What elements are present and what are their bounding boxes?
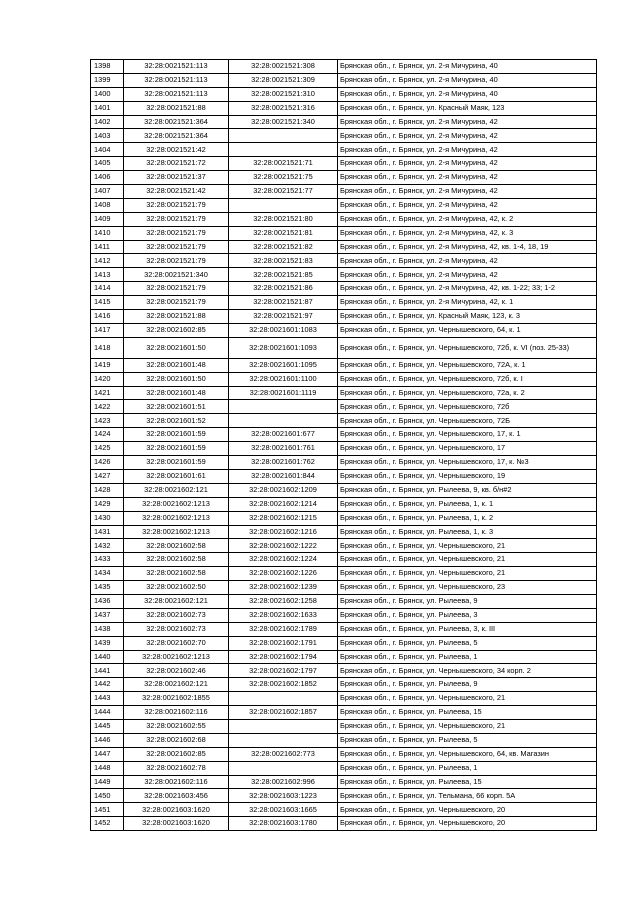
table-row [91, 254, 597, 268]
table-row [91, 101, 597, 115]
address-cell: Брянская обл., г. Брянск, ул. Чернышевского, 72Б [338, 414, 597, 428]
land-plot-cadastral-number-cell: 32:28:0021602:70 [124, 636, 229, 650]
address-cell: Брянская обл., г. Брянск, ул. 2-я Мичурина, 40 [338, 87, 597, 101]
address-cell: Брянская обл., г. Брянск, ул. Чернышевского, 72б, к. I [338, 372, 597, 386]
object-cadastral-number-cell [229, 400, 338, 414]
object-cadastral-number-cell: 32:28:0021602:1239 [229, 581, 338, 595]
table-row [91, 664, 597, 678]
land-plot-cadastral-number-cell: 32:28:0021601:51 [124, 400, 229, 414]
land-plot-cadastral-number-cell: 32:28:0021521:79 [124, 254, 229, 268]
row-number-cell: 1430 [91, 511, 124, 525]
row-number-cell: 1406 [91, 171, 124, 185]
object-cadastral-number-cell [229, 761, 338, 775]
object-cadastral-number-cell: 32:28:0021602:1224 [229, 553, 338, 567]
address-cell: Брянская обл., г. Брянск, ул. Рылеева, 1 [338, 650, 597, 664]
row-number-cell: 1413 [91, 268, 124, 282]
land-plot-cadastral-number-cell: 32:28:0021521:37 [124, 171, 229, 185]
object-cadastral-number-cell: 32:28:0021521:340 [229, 115, 338, 129]
row-number-cell: 1432 [91, 539, 124, 553]
object-cadastral-number-cell: 32:28:0021602:1857 [229, 706, 338, 720]
land-plot-cadastral-number-cell: 32:28:0021521:364 [124, 129, 229, 143]
address-cell: Брянская обл., г. Брянск, ул. Чернышевского, 72а, к. 2 [338, 386, 597, 400]
object-cadastral-number-cell: 32:28:0021521:81 [229, 226, 338, 240]
land-plot-cadastral-number-cell: 32:28:0021602:46 [124, 664, 229, 678]
object-cadastral-number-cell: 32:28:0021601:844 [229, 469, 338, 483]
table-row [91, 539, 597, 553]
land-plot-cadastral-number-cell: 32:28:0021602:116 [124, 706, 229, 720]
address-cell: Брянская обл., г. Брянск, ул. Чернышевского, 21 [338, 719, 597, 733]
row-number-cell: 1449 [91, 775, 124, 789]
row-number-cell: 1439 [91, 636, 124, 650]
object-cadastral-number-cell: 32:28:0021601:1083 [229, 323, 338, 337]
land-plot-cadastral-number-cell: 32:28:0021521:72 [124, 157, 229, 171]
row-number-cell: 1434 [91, 567, 124, 581]
row-number-cell: 1398 [91, 60, 124, 74]
land-plot-cadastral-number-cell: 32:28:0021602:73 [124, 608, 229, 622]
object-cadastral-number-cell: 32:28:0021601:1093 [229, 337, 338, 358]
object-cadastral-number-cell: 32:28:0021521:80 [229, 212, 338, 226]
object-cadastral-number-cell [229, 414, 338, 428]
row-number-cell: 1400 [91, 87, 124, 101]
table-row [91, 171, 597, 185]
row-number-cell: 1442 [91, 678, 124, 692]
land-plot-cadastral-number-cell: 32:28:0021602:73 [124, 622, 229, 636]
table-row [91, 581, 597, 595]
row-number-cell: 1438 [91, 622, 124, 636]
land-plot-cadastral-number-cell: 32:28:0021601:59 [124, 456, 229, 470]
land-plot-cadastral-number-cell: 32:28:0021521:79 [124, 212, 229, 226]
object-cadastral-number-cell: 32:28:0021602:773 [229, 747, 338, 761]
address-cell: Брянская обл., г. Брянск, ул. 2-я Мичурина, 42 [338, 185, 597, 199]
address-cell: Брянская обл., г. Брянск, ул. Чернышевского, 20 [338, 817, 597, 831]
object-cadastral-number-cell: 32:28:0021602:1794 [229, 650, 338, 664]
land-plot-cadastral-number-cell: 32:28:0021602:55 [124, 719, 229, 733]
row-number-cell: 1452 [91, 817, 124, 831]
address-cell: Брянская обл., г. Брянск, ул. 2-я Мичурина, 42 [338, 254, 597, 268]
row-number-cell: 1401 [91, 101, 124, 115]
address-cell: Брянская обл., г. Брянск, ул. Рылеева, 9 [338, 594, 597, 608]
row-number-cell: 1424 [91, 428, 124, 442]
object-cadastral-number-cell: 32:28:0021602:1214 [229, 497, 338, 511]
object-cadastral-number-cell: 32:28:0021602:1633 [229, 608, 338, 622]
object-cadastral-number-cell: 32:28:0021602:1215 [229, 511, 338, 525]
address-cell: Брянская обл., г. Брянск, ул. 2-я Мичурина, 42 [338, 198, 597, 212]
table-row [91, 525, 597, 539]
address-cell: Брянская обл., г. Брянск, ул. Рылеева, 3, к. III [338, 622, 597, 636]
land-plot-cadastral-number-cell: 32:28:0021601:48 [124, 358, 229, 372]
land-plot-cadastral-number-cell: 32:28:0021603:1620 [124, 803, 229, 817]
table-row [91, 428, 597, 442]
row-number-cell: 1417 [91, 323, 124, 337]
table-row [91, 706, 597, 720]
table-row [91, 400, 597, 414]
table-row [91, 240, 597, 254]
object-cadastral-number-cell: 32:28:0021601:761 [229, 442, 338, 456]
land-plot-cadastral-number-cell: 32:28:0021521:42 [124, 143, 229, 157]
address-cell: Брянская обл., г. Брянск, ул. Рылеева, 1, к. 1 [338, 497, 597, 511]
table-row [91, 511, 597, 525]
address-cell: Брянская обл., г. Брянск, ул. 2-я Мичурина, 42 [338, 157, 597, 171]
object-cadastral-number-cell [229, 692, 338, 706]
land-plot-cadastral-number-cell: 32:28:0021521:364 [124, 115, 229, 129]
address-cell: Брянская обл., г. Брянск, ул. 2-я Мичурина, 42 [338, 129, 597, 143]
row-number-cell: 1431 [91, 525, 124, 539]
address-cell: Брянская обл., г. Брянск, ул. 2-я Мичурина, 42 [338, 171, 597, 185]
row-number-cell: 1428 [91, 483, 124, 497]
land-plot-cadastral-number-cell: 32:28:0021521:88 [124, 101, 229, 115]
land-plot-cadastral-number-cell: 32:28:0021602:50 [124, 581, 229, 595]
row-number-cell: 1420 [91, 372, 124, 386]
row-number-cell: 1446 [91, 733, 124, 747]
table-row [91, 789, 597, 803]
object-cadastral-number-cell: 32:28:0021602:1852 [229, 678, 338, 692]
address-cell: Брянская обл., г. Брянск, ул. Рылеева, 15 [338, 775, 597, 789]
row-number-cell: 1443 [91, 692, 124, 706]
address-cell: Брянская обл., г. Брянск, ул. Рылеева, 1 [338, 761, 597, 775]
address-cell: Брянская обл., г. Брянск, ул. Рылеева, 5 [338, 636, 597, 650]
land-plot-cadastral-number-cell: 32:28:0021601:50 [124, 337, 229, 358]
table-row [91, 817, 597, 831]
table-row [91, 636, 597, 650]
object-cadastral-number-cell: 32:28:0021521:82 [229, 240, 338, 254]
table-row [91, 761, 597, 775]
address-cell: Брянская обл., г. Брянск, ул. Чернышевского, 17, к. 1 [338, 428, 597, 442]
land-plot-cadastral-number-cell: 32:28:0021602:78 [124, 761, 229, 775]
address-cell: Брянская обл., г. Брянск, ул. Чернышевского, 64, к. 1 [338, 323, 597, 337]
land-plot-cadastral-number-cell: 32:28:0021521:42 [124, 185, 229, 199]
table-row [91, 87, 597, 101]
table-row [91, 803, 597, 817]
object-cadastral-number-cell: 32:28:0021601:1095 [229, 358, 338, 372]
row-number-cell: 1437 [91, 608, 124, 622]
row-number-cell: 1403 [91, 129, 124, 143]
table-row [91, 185, 597, 199]
table-row [91, 608, 597, 622]
object-cadastral-number-cell: 32:28:0021602:1791 [229, 636, 338, 650]
object-cadastral-number-cell: 32:28:0021601:1100 [229, 372, 338, 386]
address-cell: Брянская обл., г. Брянск, ул. Рылеева, 5 [338, 733, 597, 747]
table-row [91, 497, 597, 511]
object-cadastral-number-cell: 32:28:0021521:97 [229, 310, 338, 324]
row-number-cell: 1450 [91, 789, 124, 803]
land-plot-cadastral-number-cell: 32:28:0021521:79 [124, 198, 229, 212]
object-cadastral-number-cell: 32:28:0021601:677 [229, 428, 338, 442]
land-plot-cadastral-number-cell: 32:28:0021602:121 [124, 594, 229, 608]
land-plot-cadastral-number-cell: 32:28:0021521:79 [124, 226, 229, 240]
table-row [91, 358, 597, 372]
object-cadastral-number-cell: 32:28:0021603:1780 [229, 817, 338, 831]
table-row [91, 386, 597, 400]
object-cadastral-number-cell: 32:28:0021602:996 [229, 775, 338, 789]
address-cell: Брянская обл., г. Брянск, ул. Чернышевского, 34 корп. 2 [338, 664, 597, 678]
table-row [91, 115, 597, 129]
address-cell: Брянская обл., г. Брянск, ул. 2-я Мичурина, 42, к. 1 [338, 296, 597, 310]
land-plot-cadastral-number-cell: 32:28:0021602:85 [124, 747, 229, 761]
address-cell: Брянская обл., г. Брянск, ул. Чернышевского, 72А, к. 1 [338, 358, 597, 372]
table-row [91, 310, 597, 324]
address-cell: Брянская обл., г. Брянск, ул. Чернышевского, 20 [338, 803, 597, 817]
row-number-cell: 1419 [91, 358, 124, 372]
object-cadastral-number-cell: 32:28:0021521:316 [229, 101, 338, 115]
address-cell: Брянская обл., г. Брянск, ул. Чернышевского, 17 [338, 442, 597, 456]
land-plot-cadastral-number-cell: 32:28:0021602:85 [124, 323, 229, 337]
row-number-cell: 1407 [91, 185, 124, 199]
address-cell: Брянская обл., г. Брянск, ул. 2-я Мичурина, 42, кв. 1-4, 18, 19 [338, 240, 597, 254]
object-cadastral-number-cell: 32:28:0021602:1797 [229, 664, 338, 678]
row-number-cell: 1409 [91, 212, 124, 226]
row-number-cell: 1447 [91, 747, 124, 761]
object-cadastral-number-cell: 32:28:0021603:1665 [229, 803, 338, 817]
table-row [91, 747, 597, 761]
land-plot-cadastral-number-cell: 32:28:0021521:79 [124, 240, 229, 254]
address-cell: Брянская обл., г. Брянск, ул. Рылеева, 3 [338, 608, 597, 622]
land-plot-cadastral-number-cell: 32:28:0021602:58 [124, 539, 229, 553]
object-cadastral-number-cell: 32:28:0021601:1119 [229, 386, 338, 400]
land-plot-cadastral-number-cell: 32:28:0021602:121 [124, 483, 229, 497]
land-plot-cadastral-number-cell: 32:28:0021601:48 [124, 386, 229, 400]
address-cell: Брянская обл., г. Брянск, ул. Рылеева, 9 [338, 678, 597, 692]
table-row [91, 296, 597, 310]
row-number-cell: 1441 [91, 664, 124, 678]
object-cadastral-number-cell: 32:28:0021602:1258 [229, 594, 338, 608]
object-cadastral-number-cell: 32:28:0021521:75 [229, 171, 338, 185]
land-plot-cadastral-number-cell: 32:28:0021601:52 [124, 414, 229, 428]
object-cadastral-number-cell [229, 198, 338, 212]
address-cell: Брянская обл., г. Брянск, ул. Чернышевского, 64, кв. Магазин [338, 747, 597, 761]
land-plot-cadastral-number-cell: 32:28:0021521:113 [124, 73, 229, 87]
object-cadastral-number-cell: 32:28:0021602:1222 [229, 539, 338, 553]
object-cadastral-number-cell: 32:28:0021602:1216 [229, 525, 338, 539]
row-number-cell: 1418 [91, 337, 124, 358]
land-plot-cadastral-number-cell: 32:28:0021601:50 [124, 372, 229, 386]
address-cell: Брянская обл., г. Брянск, ул. 2-я Мичурина, 42 [338, 143, 597, 157]
address-cell: Брянская обл., г. Брянск, ул. 2-я Мичурина, 42 [338, 115, 597, 129]
address-cell: Брянская обл., г. Брянск, ул. 2-я Мичурина, 42, кв. 1-22; 33; 1-2 [338, 282, 597, 296]
row-number-cell: 1410 [91, 226, 124, 240]
table-row [91, 692, 597, 706]
object-cadastral-number-cell: 32:28:0021603:1223 [229, 789, 338, 803]
table-row [91, 650, 597, 664]
table-row [91, 129, 597, 143]
address-cell: Брянская обл., г. Брянск, ул. Чернышевского, 72б, к. VI (поз. 25-33) [338, 337, 597, 358]
address-cell: Брянская обл., г. Брянск, ул. Чернышевского, 23 [338, 581, 597, 595]
table-row [91, 775, 597, 789]
registry-table [90, 59, 597, 831]
row-number-cell: 1411 [91, 240, 124, 254]
table-row [91, 594, 597, 608]
row-number-cell: 1422 [91, 400, 124, 414]
address-cell: Брянская обл., г. Брянск, ул. Чернышевского, 21 [338, 567, 597, 581]
row-number-cell: 1408 [91, 198, 124, 212]
row-number-cell: 1440 [91, 650, 124, 664]
table-row [91, 212, 597, 226]
object-cadastral-number-cell [229, 719, 338, 733]
land-plot-cadastral-number-cell: 32:28:0021602:121 [124, 678, 229, 692]
registry-table-body [91, 60, 597, 831]
object-cadastral-number-cell: 32:28:0021602:1789 [229, 622, 338, 636]
object-cadastral-number-cell: 32:28:0021521:77 [229, 185, 338, 199]
address-cell: Брянская обл., г. Брянск, ул. Тельмана, 66 корп. 5А [338, 789, 597, 803]
object-cadastral-number-cell: 32:28:0021521:86 [229, 282, 338, 296]
row-number-cell: 1444 [91, 706, 124, 720]
table-row [91, 198, 597, 212]
row-number-cell: 1433 [91, 553, 124, 567]
address-cell: Брянская обл., г. Брянск, ул. Рылеева, 1, к. 2 [338, 511, 597, 525]
land-plot-cadastral-number-cell: 32:28:0021602:1213 [124, 650, 229, 664]
land-plot-cadastral-number-cell: 32:28:0021603:456 [124, 789, 229, 803]
address-cell: Брянская обл., г. Брянск, ул. Чернышевского, 21 [338, 539, 597, 553]
address-cell: Брянская обл., г. Брянск, ул. Рылеева, 15 [338, 706, 597, 720]
land-plot-cadastral-number-cell: 32:28:0021602:68 [124, 733, 229, 747]
land-plot-cadastral-number-cell: 32:28:0021602:116 [124, 775, 229, 789]
land-plot-cadastral-number-cell: 32:28:0021602:58 [124, 567, 229, 581]
land-plot-cadastral-number-cell: 32:28:0021521:340 [124, 268, 229, 282]
table-row [91, 372, 597, 386]
row-number-cell: 1414 [91, 282, 124, 296]
row-number-cell: 1402 [91, 115, 124, 129]
row-number-cell: 1425 [91, 442, 124, 456]
row-number-cell: 1448 [91, 761, 124, 775]
land-plot-cadastral-number-cell: 32:28:0021521:113 [124, 87, 229, 101]
table-row [91, 226, 597, 240]
land-plot-cadastral-number-cell: 32:28:0021601:61 [124, 469, 229, 483]
row-number-cell: 1412 [91, 254, 124, 268]
object-cadastral-number-cell: 32:28:0021521:83 [229, 254, 338, 268]
object-cadastral-number-cell [229, 733, 338, 747]
land-plot-cadastral-number-cell: 32:28:0021601:59 [124, 442, 229, 456]
address-cell: Брянская обл., г. Брянск, ул. 2-я Мичурина, 40 [338, 73, 597, 87]
land-plot-cadastral-number-cell: 32:28:0021521:79 [124, 296, 229, 310]
address-cell: Брянская обл., г. Брянск, ул. Чернышевского, 72б [338, 400, 597, 414]
table-row [91, 622, 597, 636]
object-cadastral-number-cell: 32:28:0021521:71 [229, 157, 338, 171]
land-plot-cadastral-number-cell: 32:28:0021521:113 [124, 60, 229, 74]
table-row [91, 553, 597, 567]
object-cadastral-number-cell: 32:28:0021602:1226 [229, 567, 338, 581]
row-number-cell: 1421 [91, 386, 124, 400]
land-plot-cadastral-number-cell: 32:28:0021521:79 [124, 282, 229, 296]
address-cell: Брянская обл., г. Брянск, ул. 2-я Мичурина, 42, к. 2 [338, 212, 597, 226]
table-row [91, 456, 597, 470]
address-cell: Брянская обл., г. Брянск, ул. Рылеева, 1, к. 3 [338, 525, 597, 539]
row-number-cell: 1405 [91, 157, 124, 171]
row-number-cell: 1429 [91, 497, 124, 511]
object-cadastral-number-cell: 32:28:0021521:309 [229, 73, 338, 87]
object-cadastral-number-cell: 32:28:0021521:85 [229, 268, 338, 282]
row-number-cell: 1415 [91, 296, 124, 310]
table-row [91, 268, 597, 282]
table-row [91, 282, 597, 296]
table-row [91, 143, 597, 157]
land-plot-cadastral-number-cell: 32:28:0021603:1620 [124, 817, 229, 831]
land-plot-cadastral-number-cell: 32:28:0021602:58 [124, 553, 229, 567]
table-row [91, 157, 597, 171]
row-number-cell: 1451 [91, 803, 124, 817]
land-plot-cadastral-number-cell: 32:28:0021602:1213 [124, 525, 229, 539]
table-row [91, 323, 597, 337]
table-row [91, 678, 597, 692]
row-number-cell: 1423 [91, 414, 124, 428]
object-cadastral-number-cell: 32:28:0021521:308 [229, 60, 338, 74]
table-row [91, 719, 597, 733]
address-cell: Брянская обл., г. Брянск, ул. Красный Маяк, 123 [338, 101, 597, 115]
address-cell: Брянская обл., г. Брянск, ул. Чернышевского, 19 [338, 469, 597, 483]
object-cadastral-number-cell: 32:28:0021521:310 [229, 87, 338, 101]
land-plot-cadastral-number-cell: 32:28:0021602:1213 [124, 497, 229, 511]
table-row [91, 483, 597, 497]
row-number-cell: 1436 [91, 594, 124, 608]
address-cell: Брянская обл., г. Брянск, ул. Чернышевского, 21 [338, 553, 597, 567]
address-cell: Брянская обл., г. Брянск, ул. Рылеева, 9, кв. б/н#2 [338, 483, 597, 497]
row-number-cell: 1445 [91, 719, 124, 733]
table-row [91, 469, 597, 483]
object-cadastral-number-cell [229, 143, 338, 157]
table-row [91, 337, 597, 358]
row-number-cell: 1416 [91, 310, 124, 324]
object-cadastral-number-cell: 32:28:0021521:87 [229, 296, 338, 310]
address-cell: Брянская обл., г. Брянск, ул. 2-я Мичурина, 42, к. 3 [338, 226, 597, 240]
address-cell: Брянская обл., г. Брянск, ул. Чернышевского, 21 [338, 692, 597, 706]
land-plot-cadastral-number-cell: 32:28:0021601:59 [124, 428, 229, 442]
table-row [91, 73, 597, 87]
address-cell: Брянская обл., г. Брянск, ул. Красный Маяк, 123, к. 3 [338, 310, 597, 324]
object-cadastral-number-cell: 32:28:0021602:1209 [229, 483, 338, 497]
table-row [91, 733, 597, 747]
table-row [91, 442, 597, 456]
address-cell: Брянская обл., г. Брянск, ул. 2-я Мичурина, 42 [338, 268, 597, 282]
object-cadastral-number-cell [229, 129, 338, 143]
table-row [91, 60, 597, 74]
land-plot-cadastral-number-cell: 32:28:0021521:88 [124, 310, 229, 324]
address-cell: Брянская обл., г. Брянск, ул. 2-я Мичурина, 40 [338, 60, 597, 74]
row-number-cell: 1404 [91, 143, 124, 157]
table-row [91, 414, 597, 428]
row-number-cell: 1427 [91, 469, 124, 483]
row-number-cell: 1426 [91, 456, 124, 470]
land-plot-cadastral-number-cell: 32:28:0021602:1213 [124, 511, 229, 525]
object-cadastral-number-cell: 32:28:0021601:762 [229, 456, 338, 470]
table-row [91, 567, 597, 581]
address-cell: Брянская обл., г. Брянск, ул. Чернышевского, 17, к. №3 [338, 456, 597, 470]
row-number-cell: 1435 [91, 581, 124, 595]
land-plot-cadastral-number-cell: 32:28:0021602:1855 [124, 692, 229, 706]
row-number-cell: 1399 [91, 73, 124, 87]
